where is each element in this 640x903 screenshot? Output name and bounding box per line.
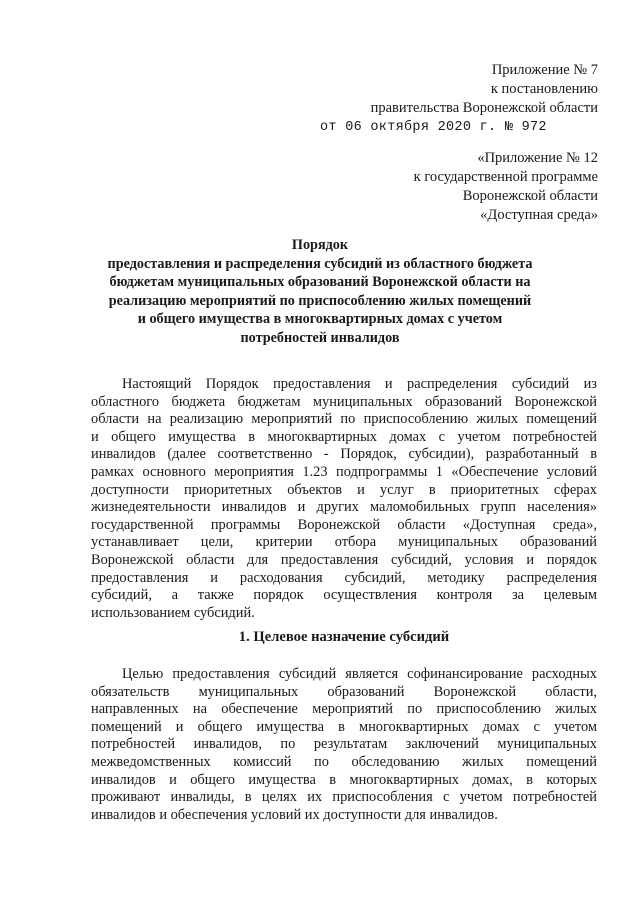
paragraph-line: инвалидов и обеспечения условий их доступности для инвалидов. — [91, 806, 498, 823]
paragraph-line: рамках основного мероприятия 1.23 подпрограммы 1 «Обеспечение условий — [91, 463, 597, 480]
program-appendix-reference — [414, 149, 598, 225]
decree-date-stamp: от 06 октября 2020 г. № 972 — [320, 120, 547, 135]
paragraph-line: устанавливает цели, критерии отбора муниципальных образований — [91, 534, 597, 551]
paragraph-line: обязательств муниципальных образований Воронежской области, — [91, 683, 597, 700]
paragraph-line: межведомственных комиссий по обследованию жилых помещений — [91, 753, 597, 770]
title-line: потребностей инвалидов — [240, 329, 400, 346]
paragraph-line: инвалидов (далее соответственно - Порядок, субсидии), разработанный в — [91, 446, 597, 463]
appendix-line: правительства Воронежской области — [370, 100, 598, 116]
paragraph-line: инвалидов и общего имущества в многоквартирных домах, в которых — [91, 771, 597, 788]
paragraph-line: использованием субсидий. — [91, 604, 255, 621]
intro-paragraph — [91, 376, 597, 622]
paragraph-line: государственной программы Воронежской области «Доступная среда», — [91, 516, 597, 533]
paragraph-line: и общего имущества в многоквартирных домах с учетом потребностей — [91, 428, 597, 445]
paragraph-line: помещений и общего имущества в многоквартирных домах с учетом — [91, 718, 597, 735]
paragraph-line: области на реализацию мероприятий по приспособлению жилых помещений — [91, 411, 597, 428]
paragraph-line: Воронежской области для предоставления субсидий, условия и порядок — [91, 551, 597, 568]
program-appendix-line: «Приложение № 12 — [477, 150, 598, 166]
title-line: предоставления и распределения субсидий из областного бюджета — [107, 255, 533, 272]
paragraph-line: потребностей инвалидов, по результатам заключений муниципальных — [91, 736, 597, 753]
title-line: Порядок — [291, 237, 349, 253]
paragraph-line: доступности приоритетных объектов и услуг в приоритетных сферах — [91, 481, 597, 498]
paragraph-line: направленных на обеспечение мероприятий по приспособлению жилых — [91, 701, 597, 718]
program-appendix-line: «Доступная среда» — [480, 207, 598, 223]
paragraph-line: жизнедеятельности инвалидов и других маломобильных групп населения» — [91, 499, 597, 516]
program-appendix-line: Воронежской области — [462, 188, 598, 204]
paragraph-line: предоставления и расходования субсидий, методику распределения — [91, 569, 597, 586]
paragraph-line: Настоящий Порядок предоставления и распределения субсидий из — [122, 376, 597, 392]
appendix-reference — [371, 61, 598, 118]
section-heading: 1. Целевое назначение субсидий — [238, 629, 450, 645]
program-appendix-line: к государственной программе — [413, 169, 598, 185]
title-line: реализацию мероприятий по приспособлению жилых помещений — [108, 292, 532, 309]
paragraph-line: областного бюджета бюджетам муниципальных образований Воронежской — [91, 393, 597, 410]
title-line: и общего имущества в многоквартирных домах с учетом — [137, 311, 503, 328]
section1-paragraph — [91, 666, 597, 824]
paragraph-line: проживают инвалиды, в целях их приспособления с учетом потребностей — [91, 789, 597, 806]
document-title — [90, 236, 550, 348]
appendix-line: Приложение № 7 — [491, 62, 598, 78]
appendix-line: к постановлению — [490, 81, 598, 97]
paragraph-line: Целью предоставления субсидий является софинансирование расходных — [122, 666, 597, 682]
paragraph-line: субсидий, а также порядок осуществления контроля за целевым — [91, 587, 597, 604]
title-line: бюджетам муниципальных образований Воронежской области на — [109, 274, 531, 291]
